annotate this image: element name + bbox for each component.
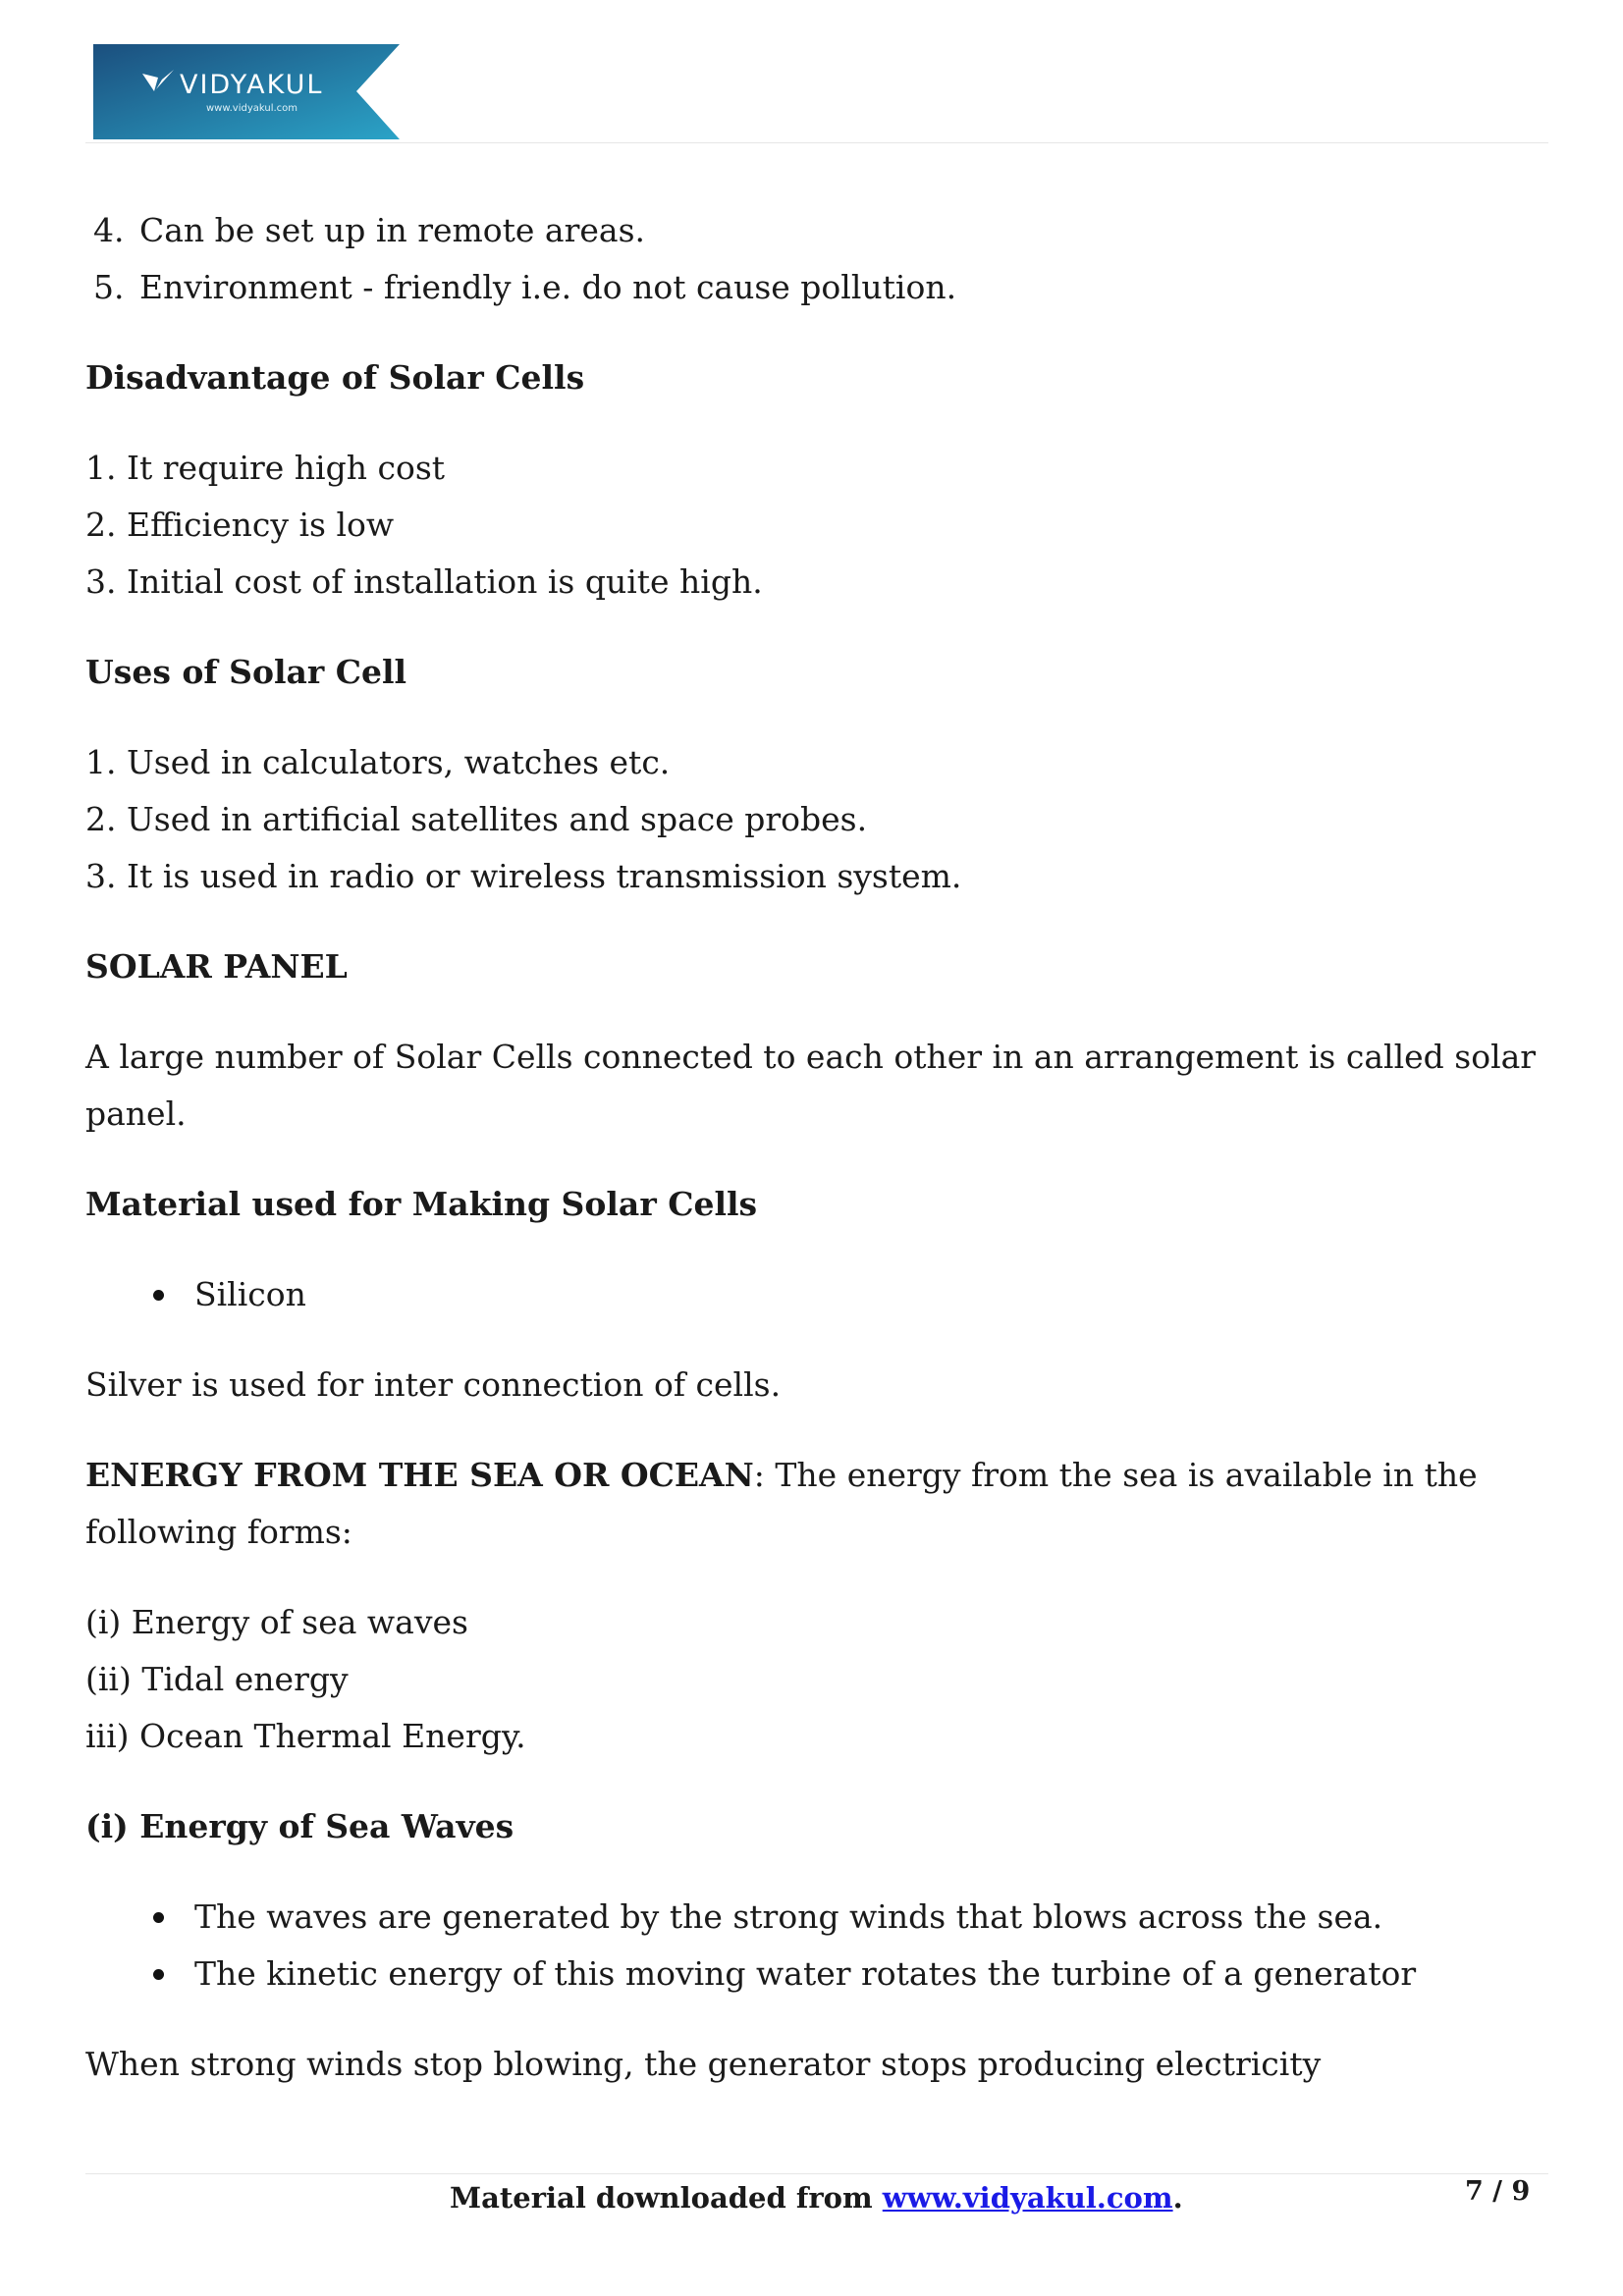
bullet-item <box>85 1889 1548 1946</box>
footer-suffix: . <box>1172 2181 1183 2215</box>
solar-panel-heading: SOLAR PANEL <box>85 947 348 986</box>
logo-url: www.vidyakul.com <box>206 103 298 114</box>
vidyakul-link[interactable]: www.vidyakul.com <box>882 2181 1173 2215</box>
list-number: 5. <box>93 268 125 306</box>
page-number: 7 / 9 <box>1465 2176 1531 2207</box>
disadvantage-item: 2. Efficiency is low <box>85 506 395 544</box>
logo-text: VIDYAKUL <box>180 70 324 100</box>
footer-prefix: Material downloaded from <box>450 2181 883 2215</box>
footer-credit <box>450 2181 1183 2215</box>
bullet-text: Silicon <box>194 1275 306 1313</box>
bullet-icon <box>153 1290 164 1301</box>
bullet-item <box>85 1946 1548 2002</box>
uses-heading: Uses of Solar Cell <box>85 653 407 691</box>
uses-item: 1. Used in calculators, watches etc. <box>85 743 671 781</box>
list-number: 4. <box>93 211 125 249</box>
ocean-text: : The energy from the sea is available in the following forms: <box>85 1456 1478 1551</box>
ocean-form-item: iii) Ocean Thermal Energy. <box>85 1717 526 1755</box>
disadvantage-item: 1. It require high cost <box>85 449 446 487</box>
uses-item: 3. It is used in radio or wireless transmission system. <box>85 857 962 895</box>
disadvantage-heading: Disadvantage of Solar Cells <box>85 358 585 397</box>
silver-paragraph: Silver is used for inter connection of cells. <box>85 1365 782 1404</box>
disadvantage-item: 3. Initial cost of installation is quite high. <box>85 562 763 601</box>
closing-paragraph: When strong winds stop blowing, the generator stops producing electricity <box>85 2045 1322 2083</box>
bullet-icon <box>153 1969 164 1980</box>
document-body <box>85 202 1548 2093</box>
list-text: Environment - friendly i.e. do not cause pollution. <box>139 268 957 306</box>
bullet-item <box>85 1266 1548 1323</box>
bullet-icon <box>153 1912 164 1923</box>
list-text: Can be set up in remote areas. <box>139 211 646 249</box>
page-header <box>0 0 1623 147</box>
bullet-text: The waves are generated by the strong winds that blows across the sea. <box>194 1897 1383 1936</box>
ocean-paragraph <box>85 1447 1548 1561</box>
ocean-heading: ENERGY FROM THE SEA OR OCEAN <box>85 1456 754 1494</box>
waves-heading: (i) Energy of Sea Waves <box>85 1807 514 1845</box>
page-footer <box>0 2176 1623 2230</box>
solar-panel-paragraph: A large number of Solar Cells connected to each other in an arrangement is called solar panel. <box>85 1038 1537 1133</box>
header-divider <box>85 142 1548 143</box>
list-item <box>85 259 1548 316</box>
bullet-text: The kinetic energy of this moving water rotates the turbine of a generator <box>194 1954 1417 1993</box>
ocean-form-item: (ii) Tidal energy <box>85 1660 349 1698</box>
list-item <box>85 202 1548 259</box>
logo-bird-icon <box>140 68 178 95</box>
footer-divider <box>85 2173 1548 2174</box>
vidyakul-logo[interactable] <box>93 44 400 139</box>
material-heading: Material used for Making Solar Cells <box>85 1185 758 1223</box>
ocean-form-item: (i) Energy of sea waves <box>85 1603 468 1641</box>
uses-item: 2. Used in artificial satellites and space probes. <box>85 800 868 838</box>
